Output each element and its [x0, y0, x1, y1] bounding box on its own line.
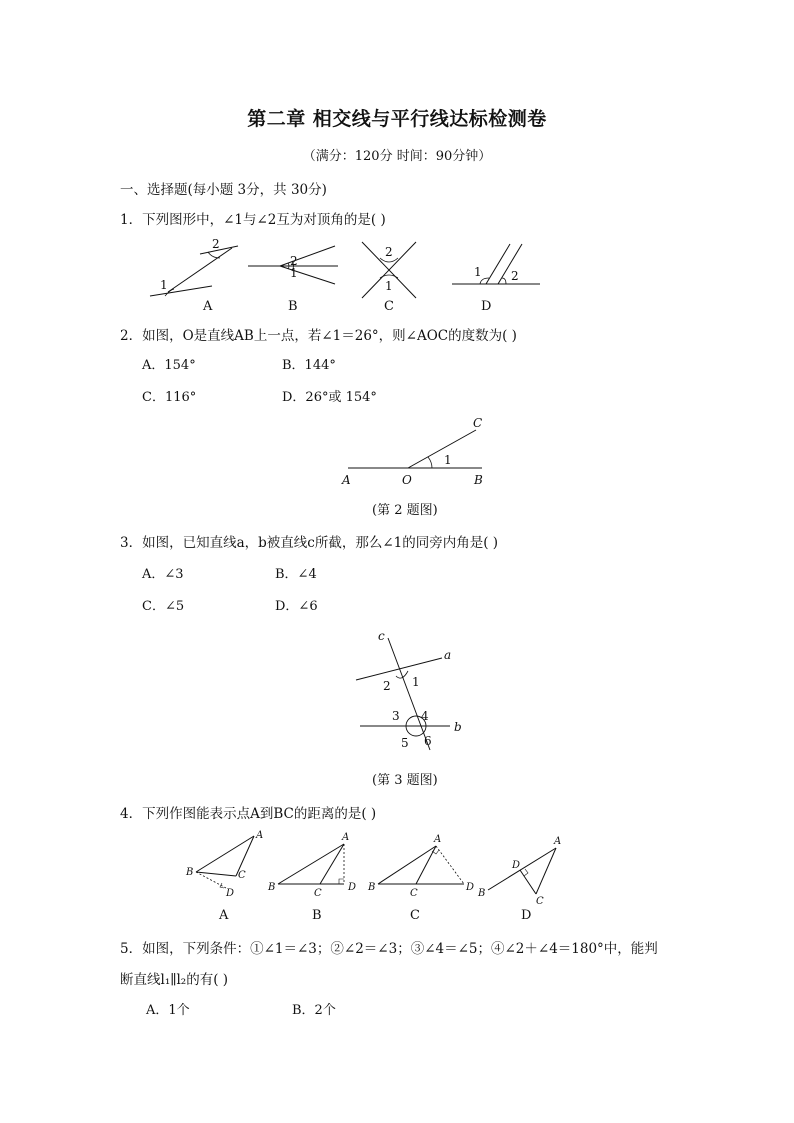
q1-label-c: C [384, 299, 394, 314]
q2-figure [330, 410, 500, 490]
q4a-point-a: A [256, 830, 264, 841]
q2-option-a: A．154° [142, 358, 196, 373]
q1c-angle-1: 1 [385, 279, 393, 293]
q1a-angle-1: 1 [160, 278, 168, 292]
exam-info: （满分：120分 时间：90分钟） [302, 149, 492, 164]
q4-figure-d [477, 836, 561, 906]
q4a-point-d: D [226, 888, 235, 899]
q3-option-d: D．∠6 [275, 599, 318, 614]
q1d-angle-2: 2 [511, 269, 519, 283]
q1-figure-d [452, 244, 540, 284]
q4-stem: 4．下列作图能表示点A到BC的距离的是( ) [120, 806, 377, 822]
q4d-point-a: A [554, 836, 562, 847]
q3-angle-4: 4 [421, 709, 429, 723]
q4-label-d: D [521, 908, 532, 923]
q5-option-b: B．2个 [292, 1003, 336, 1018]
q2-point-c: C [473, 416, 483, 430]
q1-label-a: A [203, 299, 213, 314]
q4d-point-b: B [478, 888, 486, 899]
q3-line-a: a [444, 648, 452, 662]
q1-label-b: B [288, 299, 298, 314]
q3-line-b: b [454, 720, 462, 734]
q3-angle-5: 5 [401, 736, 409, 750]
q4-label-b: B [312, 908, 322, 923]
q3-stem: 3．如图，已知直线a，b被直线c所截，那么∠1的同旁内角是( ) [120, 535, 499, 551]
q4c-point-b: B [368, 882, 376, 893]
q3-option-b: B．∠4 [275, 567, 317, 582]
q3-angle-6: 6 [424, 734, 432, 748]
q2-stem: 2．如图，O是直线AB上一点，若∠1＝26°，则∠AOC的度数为( ) [120, 328, 517, 344]
q4-figure-a [185, 830, 263, 899]
q1-figure-b [248, 246, 338, 284]
q1b-angle-1: 1 [290, 266, 298, 280]
page-title: 第二章 相交线与平行线达标检测卷 [247, 108, 547, 130]
q1c-angle-2: 2 [385, 245, 393, 259]
q2-point-o: O [402, 473, 412, 487]
q4b-point-b: B [268, 882, 276, 893]
q4b-point-c: C [314, 888, 322, 899]
q3-caption: (第 3 题图) [372, 773, 438, 788]
q4-figures [180, 826, 580, 906]
q3-angle-1: 1 [412, 675, 420, 689]
q2-caption: (第 2 题图) [372, 503, 438, 518]
q4-label-c: C [410, 908, 420, 923]
q3-option-c: C．∠5 [142, 599, 185, 614]
q1-figure-c [362, 242, 416, 298]
q2-option-c: C．116° [142, 390, 197, 405]
q2-angle-1: 1 [444, 453, 452, 467]
q4b-point-d: D [348, 882, 357, 893]
q2-option-d: D．26°或 154° [282, 390, 377, 405]
q4d-point-c: C [536, 896, 544, 906]
q5-stem-line2: 断直线l₁∥l₂的有( ) [120, 972, 229, 988]
q1d-angle-1: 1 [474, 265, 482, 279]
q1a-angle-2: 2 [212, 237, 220, 251]
q4c-point-c: C [410, 888, 418, 899]
q4a-point-c: C [238, 870, 246, 881]
q5-option-a: A．1个 [146, 1003, 190, 1018]
q3-angle-2: 2 [383, 679, 391, 693]
q3-angle-3: 3 [392, 709, 400, 723]
section-heading: 一、选择题(每小题 3分，共 30分) [120, 182, 327, 198]
q4b-point-a: A [342, 832, 350, 843]
q2-point-b: B [474, 473, 483, 487]
q4-figure-b [267, 832, 356, 899]
q2-point-a: A [342, 473, 351, 487]
q2-option-b: B．144° [282, 358, 336, 373]
q1b-angle-2: 2 [290, 254, 298, 268]
q1-figure-a [150, 237, 238, 296]
q5-stem-line1: 5．如图，下列条件：①∠1＝∠3；②∠2＝∠3；③∠4＝∠5；④∠2＋∠4＝180°中，能判 [120, 941, 658, 957]
q4c-point-a: A [434, 834, 442, 845]
q1-stem: 1．下列图形中，∠1与∠2互为对顶角的是( ) [120, 212, 386, 228]
q4c-point-d: D [466, 882, 475, 893]
q4-figure-c [367, 834, 474, 899]
q4-label-a: A [219, 908, 229, 923]
q3-option-a: A．∠3 [142, 567, 184, 582]
q3-line-c: c [378, 629, 385, 643]
q4d-point-d: D [512, 860, 521, 871]
q3-figure [350, 626, 470, 756]
q4a-point-b: B [186, 867, 194, 878]
q1-label-d: D [481, 299, 492, 314]
